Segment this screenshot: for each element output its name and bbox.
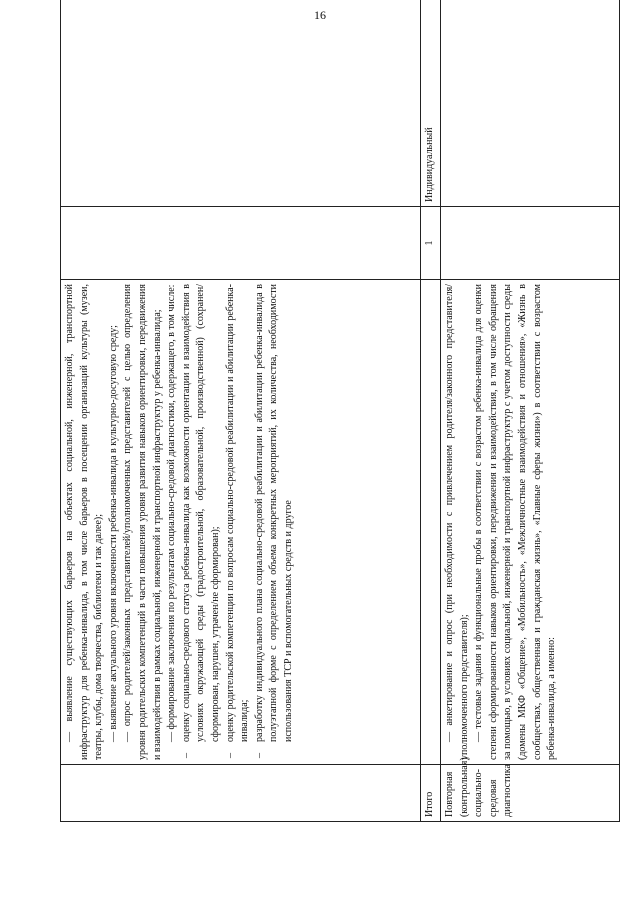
content-item: — формирование заключения по результатам социально-средовой диагностики, содержащего, в том числе: (166, 284, 178, 742)
content-cell (420, 280, 440, 765)
stage-cell: Итого (420, 765, 440, 822)
dash-marker: – (224, 753, 236, 758)
content-subitem (253, 284, 297, 760)
form-cell: Индивидуальный (420, 0, 440, 207)
form-cell (61, 0, 421, 207)
content-item: — тестовые задания и функциональные пробы в соответствии с возрастом ребенка-инвалида для оценки степени сформированности навыков ориентировки, передвижения и взаимодействия, в том числе обращения за помощью, в условиях социальной, инженерной и транспортной инфраструктур с учетом доступности среды (домены МКФ «Общение», «Мобильность», «Межличностные взаимодействия и отношения», «Жизнь в сообществах, общественная и гражданская жизнь», «Главные сферы жизни») в соответствии с возрастом ребенка-инвалида, а именно: (473, 284, 558, 760)
content-cell (61, 280, 421, 765)
stage-cell: Повторная (контрольная) социально-средовая диагностика (441, 765, 620, 822)
table-row (441, 0, 620, 822)
count-cell (61, 207, 421, 280)
content-item: — анкетирование и опрос (при необходимости с привлечением родителя/законного представителя/уполномоченного представителя); (444, 284, 470, 760)
rotated-table-sheet (60, 2, 620, 822)
page-number: 16 (314, 8, 326, 22)
form-cell (441, 0, 620, 207)
table-row (420, 0, 440, 822)
content-item: — выявление актуального уровня включенности ребенка-инвалида в культурно-досуговую среду; (107, 325, 119, 742)
dash-marker: – (253, 753, 265, 758)
subitem-text: оценку социально-средового статуса ребенка-инвалида как возможности ориентации и взаимодействия в условиях окружающей среды (градостроительной, образовательной, производственной) (сохранен/сформирован, нарушен, утрачен/не сформирован); (180, 284, 221, 742)
subitem-text: оценку родительской компетенции по вопросам социально-средовой реабилитации и абилитации ребенка-инвалида; (224, 284, 251, 742)
dash-marker: – (180, 753, 192, 758)
content-subitem (224, 284, 253, 760)
stage-cell (61, 765, 421, 822)
content-item: — опрос родителей/законных представителей/уполномоченных представителей с целью определения уровня родительских компетенций в части повышения уровня развития навыков ориентировки, передвижения и взаимодействия в рамках социальной, инженерной и транспортной инфраструктур у ребенка-инвалида; (122, 284, 163, 760)
count-cell (441, 207, 620, 280)
content-item: — выявление существующих барьеров на объектах социальной, инженерной, транспортной инфраструктур для ребенка-инвалида, в том числе барьеров в посещении организаций культуры (музеи, театры, клубы, дома творчества, библиотеки и так далее); (64, 284, 105, 760)
rehabilitation-table (60, 0, 620, 822)
table-row (61, 0, 421, 822)
content-subitem (180, 284, 224, 760)
subitem-text: разработку индивидуального плана социально-средовой реабилитации и абилитации ребенка-инвалида в полуэтапной форме с определением объема конкретных мероприятий, их количества, необходимости использования ТСР и вспомогательных средств и другое (253, 284, 294, 742)
content-cell (441, 280, 620, 765)
count-cell: 1 (420, 207, 440, 280)
